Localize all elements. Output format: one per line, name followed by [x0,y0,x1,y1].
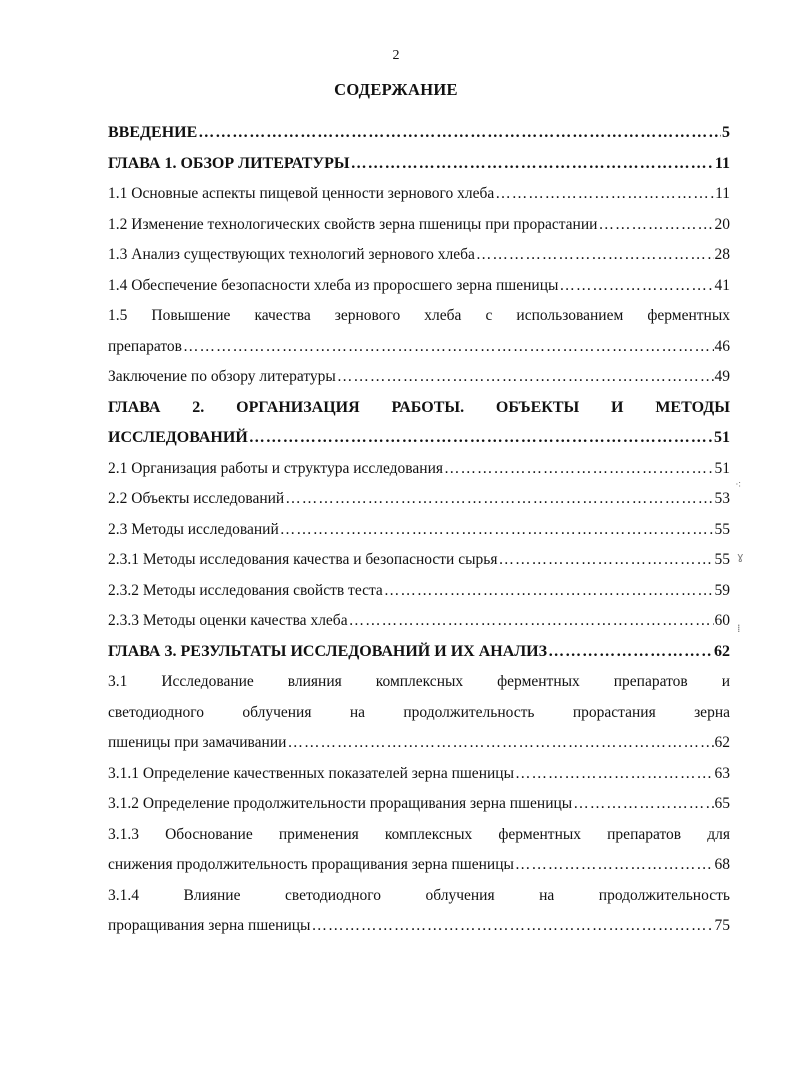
toc-page-number: 55 [714,520,730,538]
toc-dot-leader [337,362,714,393]
toc-page-number: 20 [714,215,730,233]
toc-entry-label: 2.2 Объекты исследований [108,490,285,507]
toc-word: влияния [287,673,342,690]
toc-word: ферментных [647,307,730,324]
toc-chapter-entry[interactable] [108,118,730,149]
toc-word: светодиодного [284,886,381,904]
toc-section-entry[interactable] [108,362,730,393]
toc-word: и [721,673,730,690]
scan-artifact-mark: ɣ [737,550,744,563]
scan-artifact-mark: ⁞ [737,622,741,635]
toc-dot-leader [498,545,713,576]
toc-page-number: 75 [714,917,730,934]
toc-word: ферментных [497,673,580,690]
toc-chapter-entry[interactable] [108,637,730,668]
toc-word: применения [278,825,359,843]
toc-word: зернового [334,307,401,324]
toc-section-entry[interactable] [108,271,730,302]
toc-page-number: 41 [714,276,730,294]
toc-dot-leader [280,515,714,546]
toc-entry-label: ВВЕДЕНИЕ [108,124,198,141]
toc-word: 1.5 [108,307,128,324]
toc-dot-leader [598,210,713,241]
toc-word: МЕТОДЫ [655,398,730,416]
toc-page-number: 11 [714,154,730,172]
toc-page-number: 28 [714,246,730,263]
toc-entry-label: проращивания зерна пшеницы [108,917,311,934]
toc-word: ГЛАВА [108,398,161,416]
page-title: СОДЕРЖАНИЕ [334,80,458,99]
toc-section-entry[interactable] [108,484,730,515]
toc-section-entry[interactable] [108,545,730,576]
toc-word: комплексных [384,825,473,843]
toc-section-entry[interactable] [108,240,730,271]
toc-dot-leader [384,576,714,607]
toc-page-number: 53 [714,490,730,507]
toc-page-number: 11 [715,185,730,202]
toc-dot-leader [573,789,713,820]
toc-chapter-entry[interactable] [108,423,730,454]
toc-dot-leader [495,179,714,210]
toc-page-number: 49 [714,368,730,385]
toc-word: 3.1.3 [108,825,139,843]
toc-page-number: 51 [714,429,730,446]
toc-entry-label: 2.3.3 Методы оценки качества хлеба [108,612,348,629]
toc-dot-leader [559,271,713,302]
toc-page-number: 59 [714,581,730,599]
toc-dot-leader [444,454,713,485]
toc-word: на [539,886,555,904]
toc-entry-wrapped-line [108,820,730,851]
toc-word: РАБОТЫ. [391,398,465,416]
toc-word: прорастания [572,703,656,721]
toc-page-number: 55 [714,551,730,568]
toc-word: качества [254,307,311,324]
toc-entry-label: снижения продолжительность проращивания зерна пшеницы [108,856,514,873]
toc-section-entry[interactable] [108,789,730,820]
toc-entry-label: ИССЛЕДОВАНИЙ [108,429,248,446]
toc-page-number: 68 [714,856,730,873]
toc-page-number: 62 [714,734,730,751]
toc-entry-wrapped-line [108,393,730,424]
toc-dot-leader [198,118,721,149]
toc-dot-leader [351,149,714,180]
toc-section-entry[interactable] [108,576,730,607]
toc-chapter-entry[interactable] [108,149,730,180]
toc-entry-label: 3.1.2 Определение продолжительности проращивания зерна пшеницы [108,795,573,812]
toc-section-entry[interactable] [108,759,730,790]
toc-word: ОРГАНИЗАЦИЯ [236,398,360,416]
toc-page-number: 5 [722,124,730,141]
toc-section-entry[interactable] [108,515,730,546]
toc-word: Влияние [183,886,241,904]
toc-section-entry[interactable] [108,606,730,637]
toc-dot-leader [476,240,714,271]
toc-entry-label: 1.3 Анализ существующих технологий зернового хлеба [108,246,475,263]
toc-word: облучения [242,703,312,721]
toc-dot-leader [548,637,713,668]
toc-page-number: 51 [714,459,730,477]
toc-word: Исследование [161,673,254,690]
toc-word: препаратов [613,673,688,690]
toc-dot-leader [515,759,714,790]
toc-page-number: 60 [714,612,730,629]
toc-page-number: 46 [714,337,730,355]
toc-word: светодиодного [108,703,204,721]
toc-entry-label: Заключение по обзору литературы [108,368,336,385]
toc-page-number: 62 [714,642,730,660]
toc-dot-leader [285,484,713,515]
toc-word: ОБЪЕКТЫ [495,398,580,416]
toc-entry-label: ГЛАВА 3. РЕЗУЛЬТАТЫ ИССЛЕДОВАНИЙ И ИХ АНАЛИЗ [108,642,548,660]
toc-word: с [485,307,493,324]
toc-dot-leader [515,850,714,881]
toc-word: облучения [425,886,495,904]
toc-word: ферментных [498,825,582,843]
toc-entry-label: 3.1.1 Определение качественных показателей зерна пшеницы [108,764,514,782]
toc-word: 3.1 [108,673,128,690]
table-of-contents [108,118,730,942]
toc-word: использованием [516,307,624,324]
toc-entry-label: 1.2 Изменение технологических свойств зерна пшеницы при прорастании [108,215,598,233]
toc-word: зерна [694,703,730,721]
toc-entry-wrapped-line [108,667,730,698]
toc-entry-label: ГЛАВА 1. ОБЗОР ЛИТЕРАТУРЫ [108,154,350,172]
toc-section-entry[interactable] [108,728,730,759]
page-number: 2 [392,48,400,63]
toc-dot-leader [249,423,713,454]
toc-entry-label: 2.3.2 Методы исследования свойств теста [108,581,383,599]
toc-entry-label: 1.4 Обеспечение безопасности хлеба из проросшего зерна пшеницы [108,276,559,294]
toc-section-entry[interactable] [108,332,730,363]
toc-entry-label: 2.3 Методы исследований [108,520,279,538]
toc-entry-label: 1.1 Основные аспекты пищевой ценности зернового хлеба [108,185,495,202]
toc-word: И [611,398,624,416]
toc-word: комплексных [375,673,464,690]
toc-section-entry[interactable] [108,850,730,881]
toc-entry-wrapped-line [108,698,730,729]
toc-word: продолжительность [403,703,535,721]
toc-section-entry[interactable] [108,454,730,485]
toc-word: препаратов [607,825,682,843]
toc-dot-leader [311,911,713,942]
toc-page-number: 63 [714,764,730,782]
scan-artifact-mark: ⁖ [735,478,742,491]
toc-entry-label: 2.1 Организация работы и структура исследования [108,459,444,477]
toc-word: Обоснование [165,825,253,843]
toc-dot-leader [183,332,714,363]
toc-word: для [707,825,730,843]
toc-entry-wrapped-line [108,881,730,912]
toc-page-number: 65 [714,795,730,812]
toc-entry-label: 2.3.1 Методы исследования качества и безопасности сырья [108,551,498,568]
toc-word: продолжительность [598,886,730,904]
toc-word: Повышение [151,307,231,324]
toc-section-entry[interactable] [108,911,730,942]
toc-dot-leader [349,606,714,637]
toc-entry-wrapped-line [108,301,730,332]
toc-dot-leader [287,728,713,759]
toc-word: 3.1.4 [108,886,139,904]
toc-entry-label: пшеницы при замачивании [108,734,287,751]
toc-word: хлеба [424,307,462,324]
toc-word: на [349,703,366,721]
toc-entry-label: препаратов [108,337,182,355]
toc-word: 2. [192,398,205,416]
toc-section-entry[interactable] [108,179,730,210]
toc-section-entry[interactable] [108,210,730,241]
